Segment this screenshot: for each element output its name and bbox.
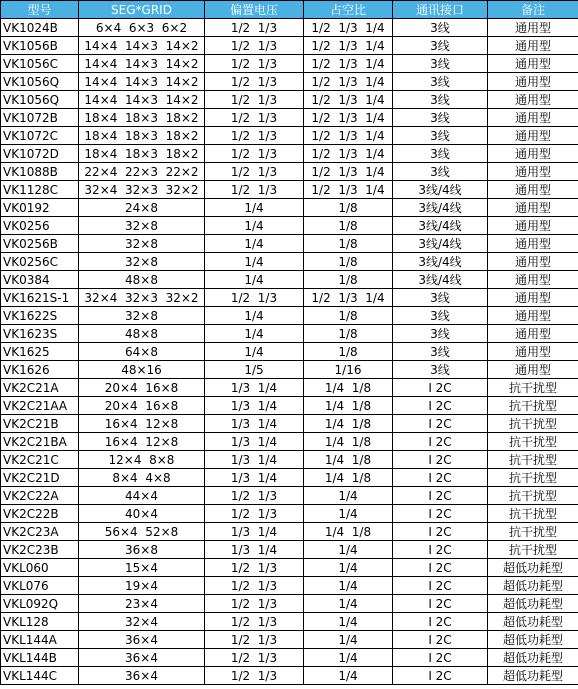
cell-interface: I 2C	[393, 397, 488, 415]
cell-model: VKL144C	[1, 667, 79, 685]
cell-interface: I 2C	[393, 433, 488, 451]
cell-duty: 1/8	[304, 343, 393, 361]
cell-remark: 超低功耗型	[488, 631, 578, 649]
table-row	[1, 199, 578, 217]
table-row	[1, 217, 578, 235]
cell-duty: 1/8	[304, 307, 393, 325]
cell-model: VK2C21C	[1, 451, 79, 469]
cell-seg-grid: 14×4 14×3 14×2	[79, 37, 205, 55]
cell-model: VK1056B	[1, 37, 79, 55]
table-row	[1, 55, 578, 73]
cell-remark: 抗干扰型	[488, 397, 578, 415]
cell-model: VK2C21D	[1, 469, 79, 487]
cell-seg-grid: 14×4 14×3 14×2	[79, 73, 205, 91]
table-row	[1, 289, 578, 307]
cell-interface: 3线	[393, 37, 488, 55]
cell-interface: 3线	[393, 55, 488, 73]
table-row	[1, 415, 578, 433]
cell-model: VK0256	[1, 217, 79, 235]
cell-bias-voltage: 1/3 1/4	[205, 397, 304, 415]
table-row	[1, 307, 578, 325]
cell-seg-grid: 16×4 12×8	[79, 415, 205, 433]
cell-interface: 3线	[393, 307, 488, 325]
cell-duty: 1/4	[304, 487, 393, 505]
table-row	[1, 523, 578, 541]
cell-model: VK2C22B	[1, 505, 79, 523]
cell-remark: 通用型	[488, 307, 578, 325]
cell-model: VK2C23A	[1, 523, 79, 541]
cell-duty: 1/4 1/8	[304, 415, 393, 433]
cell-duty: 1/8	[304, 271, 393, 289]
cell-interface: I 2C	[393, 613, 488, 631]
cell-seg-grid: 6×4 6×3 6×2	[79, 19, 205, 37]
cell-interface: 3线/4线	[393, 181, 488, 199]
cell-remark: 超低功耗型	[488, 613, 578, 631]
table-row	[1, 253, 578, 271]
cell-seg-grid: 14×4 14×3 14×2	[79, 91, 205, 109]
cell-interface: 3线/4线	[393, 235, 488, 253]
cell-model: VK2C21B	[1, 415, 79, 433]
cell-remark: 抗干扰型	[488, 451, 578, 469]
cell-bias-voltage: 1/2 1/3	[205, 613, 304, 631]
cell-model: VK0192	[1, 199, 79, 217]
cell-seg-grid: 24×8	[79, 199, 205, 217]
cell-model: VK1622S	[1, 307, 79, 325]
cell-duty: 1/2 1/3 1/4	[304, 19, 393, 37]
cell-interface: 3线	[393, 73, 488, 91]
cell-remark: 超低功耗型	[488, 667, 578, 685]
cell-duty: 1/2 1/3 1/4	[304, 163, 393, 181]
cell-duty: 1/2 1/3 1/4	[304, 73, 393, 91]
header-interface: 通讯接口	[393, 1, 488, 19]
cell-bias-voltage: 1/2 1/3	[205, 163, 304, 181]
cell-remark: 通用型	[488, 325, 578, 343]
cell-interface: 3线/4线	[393, 253, 488, 271]
cell-remark: 通用型	[488, 235, 578, 253]
header-model: 型号	[1, 1, 79, 19]
cell-duty: 1/4	[304, 541, 393, 559]
cell-interface: I 2C	[393, 595, 488, 613]
cell-remark: 抗干扰型	[488, 469, 578, 487]
cell-seg-grid: 36×4	[79, 631, 205, 649]
cell-bias-voltage: 1/2 1/3	[205, 37, 304, 55]
cell-seg-grid: 32×8	[79, 217, 205, 235]
table-row	[1, 631, 578, 649]
cell-remark: 通用型	[488, 343, 578, 361]
cell-seg-grid: 18×4 18×3 18×2	[79, 145, 205, 163]
table-row	[1, 145, 578, 163]
cell-duty: 1/4	[304, 559, 393, 577]
cell-bias-voltage: 1/2 1/3	[205, 19, 304, 37]
cell-model: VK2C23B	[1, 541, 79, 559]
cell-duty: 1/4 1/8	[304, 433, 393, 451]
cell-bias-voltage: 1/2 1/3	[205, 289, 304, 307]
cell-seg-grid: 64×8	[79, 343, 205, 361]
cell-duty: 1/8	[304, 325, 393, 343]
cell-seg-grid: 14×4 14×3 14×2	[79, 55, 205, 73]
cell-bias-voltage: 1/4	[205, 199, 304, 217]
cell-bias-voltage: 1/4	[205, 271, 304, 289]
cell-interface: I 2C	[393, 415, 488, 433]
cell-duty: 1/16	[304, 361, 393, 379]
cell-bias-voltage: 1/2 1/3	[205, 667, 304, 685]
cell-interface: 3线/4线	[393, 271, 488, 289]
cell-model: VKL060	[1, 559, 79, 577]
cell-model: VKL076	[1, 577, 79, 595]
cell-duty: 1/8	[304, 235, 393, 253]
cell-interface: I 2C	[393, 631, 488, 649]
cell-seg-grid: 32×4	[79, 613, 205, 631]
cell-seg-grid: 23×4	[79, 595, 205, 613]
cell-remark: 抗干扰型	[488, 415, 578, 433]
cell-model: VK1056Q	[1, 73, 79, 91]
table-row	[1, 271, 578, 289]
table-row	[1, 577, 578, 595]
cell-bias-voltage: 1/4	[205, 307, 304, 325]
cell-bias-voltage: 1/2 1/3	[205, 91, 304, 109]
cell-remark: 通用型	[488, 145, 578, 163]
table-row	[1, 343, 578, 361]
table-row	[1, 505, 578, 523]
cell-bias-voltage: 1/2 1/3	[205, 595, 304, 613]
cell-remark: 抗干扰型	[488, 505, 578, 523]
cell-remark: 通用型	[488, 55, 578, 73]
cell-interface: 3线	[393, 145, 488, 163]
table-header-row	[1, 1, 578, 19]
table-row	[1, 559, 578, 577]
cell-interface: 3线	[393, 127, 488, 145]
cell-interface: I 2C	[393, 451, 488, 469]
cell-model: VK1072C	[1, 127, 79, 145]
table-row	[1, 91, 578, 109]
header-seg-grid: SEG*GRID	[79, 1, 205, 19]
cell-duty: 1/2 1/3 1/4	[304, 109, 393, 127]
cell-model: VKL092Q	[1, 595, 79, 613]
cell-interface: 3线	[393, 19, 488, 37]
cell-bias-voltage: 1/2 1/3	[205, 559, 304, 577]
cell-duty: 1/4	[304, 577, 393, 595]
cell-bias-voltage: 1/3 1/4	[205, 523, 304, 541]
cell-bias-voltage: 1/3 1/4	[205, 451, 304, 469]
cell-duty: 1/2 1/3 1/4	[304, 37, 393, 55]
cell-duty: 1/2 1/3 1/4	[304, 289, 393, 307]
cell-interface: 3线/4线	[393, 217, 488, 235]
cell-model: VK2C21AA	[1, 397, 79, 415]
cell-bias-voltage: 1/3 1/4	[205, 415, 304, 433]
cell-remark: 通用型	[488, 271, 578, 289]
cell-model: VK1626	[1, 361, 79, 379]
cell-remark: 通用型	[488, 199, 578, 217]
cell-remark: 通用型	[488, 37, 578, 55]
table-row	[1, 73, 578, 91]
cell-bias-voltage: 1/3 1/4	[205, 469, 304, 487]
cell-seg-grid: 48×8	[79, 325, 205, 343]
cell-seg-grid: 20×4 16×8	[79, 397, 205, 415]
cell-duty: 1/8	[304, 199, 393, 217]
cell-bias-voltage: 1/2 1/3	[205, 181, 304, 199]
cell-remark: 通用型	[488, 163, 578, 181]
cell-seg-grid: 32×4 32×3 32×2	[79, 289, 205, 307]
cell-model: VK1625	[1, 343, 79, 361]
cell-remark: 通用型	[488, 73, 578, 91]
cell-model: VKL128	[1, 613, 79, 631]
cell-seg-grid: 48×16	[79, 361, 205, 379]
cell-bias-voltage: 1/2 1/3	[205, 55, 304, 73]
cell-remark: 通用型	[488, 289, 578, 307]
cell-duty: 1/4	[304, 505, 393, 523]
cell-seg-grid: 15×4	[79, 559, 205, 577]
cell-seg-grid: 32×8	[79, 235, 205, 253]
cell-seg-grid: 32×8	[79, 253, 205, 271]
cell-remark: 通用型	[488, 91, 578, 109]
cell-seg-grid: 44×4	[79, 487, 205, 505]
cell-duty: 1/4	[304, 613, 393, 631]
cell-interface: I 2C	[393, 523, 488, 541]
cell-duty: 1/2 1/3 1/4	[304, 145, 393, 163]
table-row	[1, 541, 578, 559]
table-row	[1, 613, 578, 631]
cell-interface: 3线	[393, 109, 488, 127]
cell-remark: 通用型	[488, 181, 578, 199]
cell-duty: 1/4 1/8	[304, 523, 393, 541]
cell-model: VK1072B	[1, 109, 79, 127]
cell-remark: 超低功耗型	[488, 595, 578, 613]
cell-seg-grid: 8×4 4×8	[79, 469, 205, 487]
cell-remark: 通用型	[488, 217, 578, 235]
cell-duty: 1/4 1/8	[304, 451, 393, 469]
cell-model: VK1072D	[1, 145, 79, 163]
cell-seg-grid: 36×8	[79, 541, 205, 559]
cell-bias-voltage: 1/5	[205, 361, 304, 379]
cell-bias-voltage: 1/2 1/3	[205, 487, 304, 505]
table-row	[1, 469, 578, 487]
cell-bias-voltage: 1/4	[205, 325, 304, 343]
cell-interface: I 2C	[393, 577, 488, 595]
cell-model: VK1056Q	[1, 91, 79, 109]
cell-model: VK0256C	[1, 253, 79, 271]
cell-model: VKL144B	[1, 649, 79, 667]
cell-duty: 1/4	[304, 649, 393, 667]
cell-interface: 3线	[393, 325, 488, 343]
cell-seg-grid: 36×4	[79, 667, 205, 685]
cell-bias-voltage: 1/4	[205, 217, 304, 235]
cell-model: VK2C22A	[1, 487, 79, 505]
cell-interface: I 2C	[393, 469, 488, 487]
cell-interface: I 2C	[393, 505, 488, 523]
cell-seg-grid: 40×4	[79, 505, 205, 523]
cell-model: VK1621S-1	[1, 289, 79, 307]
header-remark: 备注	[488, 1, 578, 19]
table-row	[1, 235, 578, 253]
cell-duty: 1/4 1/8	[304, 379, 393, 397]
cell-model: VK0256B	[1, 235, 79, 253]
cell-seg-grid: 48×8	[79, 271, 205, 289]
cell-interface: 3线/4线	[393, 199, 488, 217]
cell-seg-grid: 16×4 12×8	[79, 433, 205, 451]
cell-bias-voltage: 1/2 1/3	[205, 649, 304, 667]
cell-seg-grid: 56×4 52×8	[79, 523, 205, 541]
cell-interface: I 2C	[393, 559, 488, 577]
cell-remark: 抗干扰型	[488, 541, 578, 559]
table-row	[1, 127, 578, 145]
cell-seg-grid: 20×4 16×8	[79, 379, 205, 397]
cell-interface: 3线	[393, 289, 488, 307]
cell-bias-voltage: 1/3 1/4	[205, 379, 304, 397]
cell-interface: 3线	[393, 343, 488, 361]
cell-remark: 超低功耗型	[488, 649, 578, 667]
cell-bias-voltage: 1/2 1/3	[205, 631, 304, 649]
cell-bias-voltage: 1/4	[205, 253, 304, 271]
cell-model: VK1128C	[1, 181, 79, 199]
cell-seg-grid: 36×4	[79, 649, 205, 667]
cell-duty: 1/4	[304, 595, 393, 613]
cell-remark: 抗干扰型	[488, 433, 578, 451]
table-row	[1, 649, 578, 667]
header-duty: 占空比	[304, 1, 393, 19]
cell-remark: 抗干扰型	[488, 487, 578, 505]
cell-interface: 3线	[393, 361, 488, 379]
cell-interface: 3线	[393, 163, 488, 181]
cell-duty: 1/8	[304, 217, 393, 235]
table-row	[1, 109, 578, 127]
cell-remark: 通用型	[488, 127, 578, 145]
cell-bias-voltage: 1/2 1/3	[205, 505, 304, 523]
cell-interface: I 2C	[393, 487, 488, 505]
cell-duty: 1/2 1/3 1/4	[304, 91, 393, 109]
cell-remark: 超低功耗型	[488, 577, 578, 595]
header-bias-voltage: 偏置电压	[205, 1, 304, 19]
cell-seg-grid: 19×4	[79, 577, 205, 595]
cell-duty: 1/2 1/3 1/4	[304, 55, 393, 73]
cell-remark: 通用型	[488, 253, 578, 271]
table-row	[1, 37, 578, 55]
cell-duty: 1/4 1/8	[304, 469, 393, 487]
table-row	[1, 19, 578, 37]
table-row	[1, 361, 578, 379]
cell-seg-grid: 18×4 18×3 18×2	[79, 109, 205, 127]
cell-bias-voltage: 1/2 1/3	[205, 109, 304, 127]
cell-remark: 抗干扰型	[488, 523, 578, 541]
cell-model: VK2C21BA	[1, 433, 79, 451]
cell-duty: 1/4 1/8	[304, 397, 393, 415]
table-row	[1, 181, 578, 199]
cell-duty: 1/4	[304, 667, 393, 685]
cell-model: VKL144A	[1, 631, 79, 649]
cell-duty: 1/4	[304, 631, 393, 649]
cell-duty: 1/2 1/3 1/4	[304, 181, 393, 199]
cell-duty: 1/8	[304, 253, 393, 271]
cell-bias-voltage: 1/3 1/4	[205, 433, 304, 451]
table-body	[1, 19, 578, 685]
cell-interface: 3线	[393, 91, 488, 109]
cell-seg-grid: 18×4 18×3 18×2	[79, 127, 205, 145]
cell-bias-voltage: 1/2 1/3	[205, 73, 304, 91]
cell-duty: 1/2 1/3 1/4	[304, 127, 393, 145]
cell-interface: I 2C	[393, 541, 488, 559]
cell-bias-voltage: 1/4	[205, 235, 304, 253]
cell-model: VK1088B	[1, 163, 79, 181]
cell-remark: 通用型	[488, 361, 578, 379]
table-row	[1, 667, 578, 685]
cell-interface: I 2C	[393, 649, 488, 667]
table-row	[1, 451, 578, 469]
cell-model: VK0384	[1, 271, 79, 289]
cell-seg-grid: 32×4 32×3 32×2	[79, 181, 205, 199]
cell-interface: I 2C	[393, 667, 488, 685]
cell-remark: 通用型	[488, 19, 578, 37]
cell-remark: 通用型	[488, 109, 578, 127]
cell-model: VK2C21A	[1, 379, 79, 397]
cell-model: VK1056C	[1, 55, 79, 73]
cell-remark: 超低功耗型	[488, 559, 578, 577]
cell-seg-grid: 32×8	[79, 307, 205, 325]
cell-bias-voltage: 1/2 1/3	[205, 127, 304, 145]
table-row	[1, 325, 578, 343]
cell-seg-grid: 22×4 22×3 22×2	[79, 163, 205, 181]
table-row	[1, 595, 578, 613]
cell-bias-voltage: 1/3 1/4	[205, 541, 304, 559]
cell-seg-grid: 12×4 8×8	[79, 451, 205, 469]
cell-model: VK1623S	[1, 325, 79, 343]
table-row	[1, 397, 578, 415]
table-row	[1, 433, 578, 451]
cell-model: VK1024B	[1, 19, 79, 37]
cell-remark: 抗干扰型	[488, 379, 578, 397]
table-row	[1, 379, 578, 397]
cell-bias-voltage: 1/4	[205, 343, 304, 361]
table-row	[1, 487, 578, 505]
cell-bias-voltage: 1/2 1/3	[205, 577, 304, 595]
table-row	[1, 163, 578, 181]
cell-interface: I 2C	[393, 379, 488, 397]
cell-bias-voltage: 1/2 1/3	[205, 145, 304, 163]
